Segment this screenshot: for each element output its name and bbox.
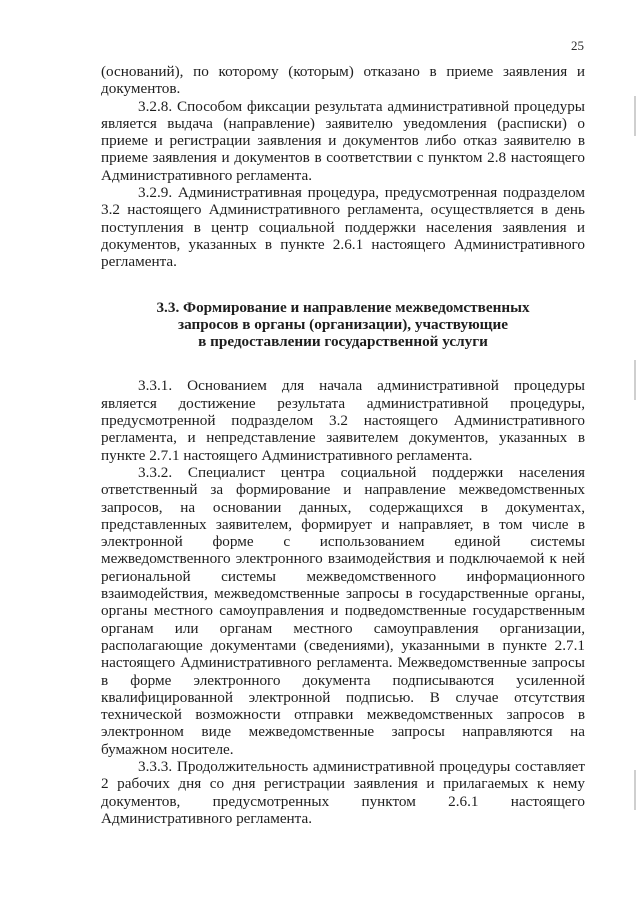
paragraph-3-3-2: 3.3.2. Специалист центра социальной поддержки населения ответственный за формирование и направление межведомственных запросов, на основании данных, содержащихся в документах, представленных заявителем, формирует и направляет, в том числе в электронной форме с использованием единой системы межведомственного электронного взаимодействия и подключаемой к ней региональной системы межведомственного информационного взаимодействия, межведомственные запросы в государственные органы, органы местного самоуправления и подведомственные государственным органам или органам местного самоуправления организации, располагающие документами (сведениями), указанными в пункте 2.7.1 настоящего Административного регламента. Межведомственные запросы в форме электронного документа подписываются усиленной квалифицированной электронной подписью. В случае отсутствия технической возможности отправки межведомственных запросов в электронном виде межведомственные запросы направляются на бумажном носителе. [101, 463, 585, 758]
document-body [101, 63, 585, 827]
scan-margin-mark [634, 96, 636, 136]
paragraph-3-2-9: 3.2.9. Административная процедура, предусмотренная подразделом 3.2 настоящего Административного регламента, осуществляется в день поступления в центр социальной поддержки населения заявления и документов, указанных в пункте 2.6.1 настоящего Административного регламента. [101, 184, 585, 271]
paragraph-3-3-3: 3.3.3. Продолжительность административной процедуры составляет 2 рабочих дня со дня регистрации заявления и прилагаемых к нему документов, предусмотренных пунктом 2.6.1 настоящего Административного регламента. [101, 757, 585, 827]
paragraph-continuation: (оснований), по которому (которым) отказано в приеме заявления и документов. [101, 63, 585, 98]
section-heading-line: в предоставлении государственной услуги [198, 333, 488, 351]
scan-margin-mark [634, 770, 636, 810]
paragraph-3-2-8: 3.2.8. Способом фиксации результата административной процедуры является выдача (направление) заявителю уведомления (расписки) о приеме и регистрации заявления и документов либо отказ заявителю в приеме заявления и документов в соответствии с пунктом 2.8 настоящего Административного регламента. [101, 97, 585, 184]
section-heading-3-3 [101, 299, 585, 351]
section-heading-line: запросов в органы (организации), участвующие [177, 315, 509, 333]
page-number: 25 [571, 38, 584, 53]
scan-margin-mark [634, 360, 636, 400]
section-heading-line: 3.3. Формирование и направление межведомственных [156, 298, 530, 316]
paragraph-3-3-1: 3.3.1. Основанием для начала административной процедуры является достижение результата административной процедуры, предусмотренной подразделом 3.2 настоящего Административного регламента, и непредставление заявителем документов, указанных в пункте 2.7.1 настоящего Административного регламента. [101, 377, 585, 464]
